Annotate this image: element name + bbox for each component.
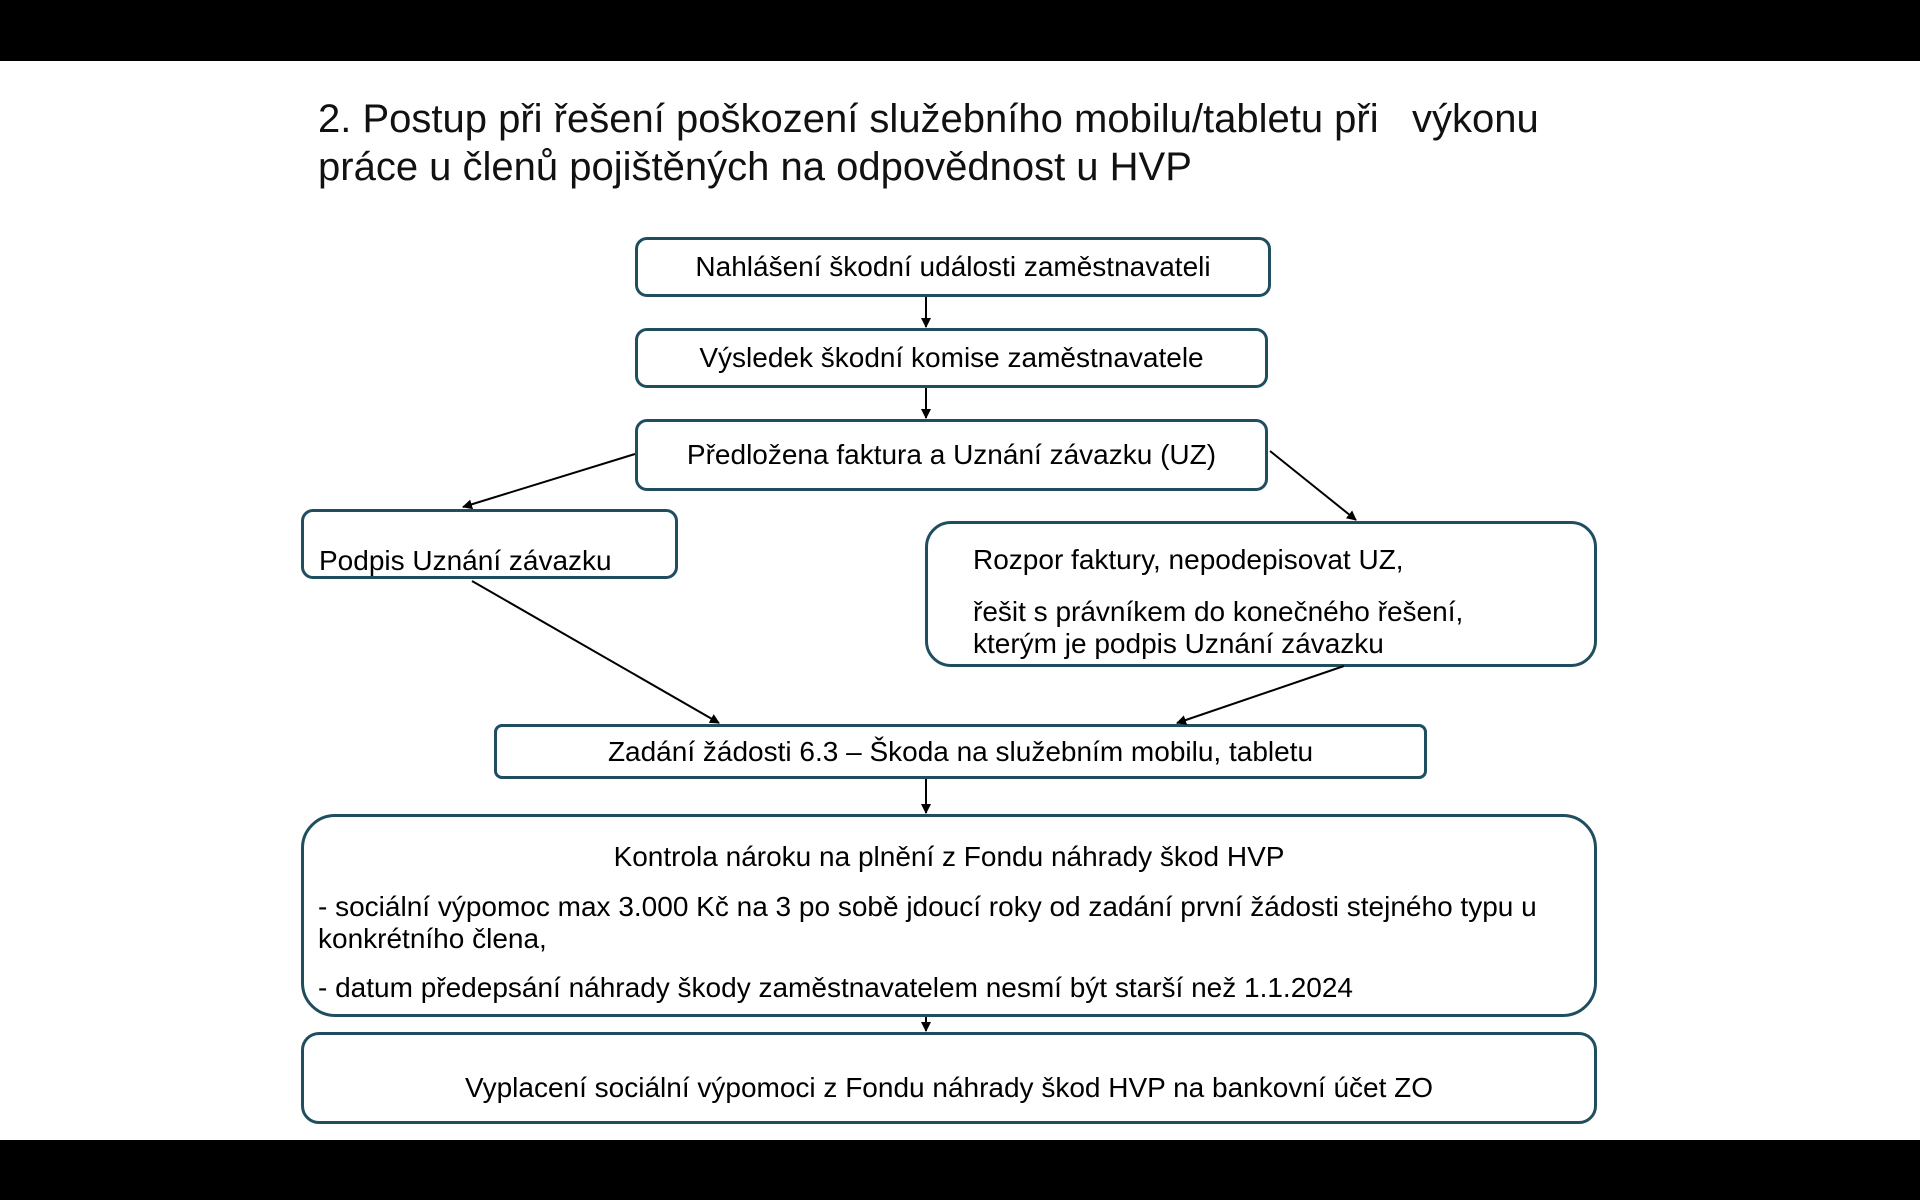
step-invoice-box <box>635 419 1268 491</box>
step-dispute-line2: řešit s právníkem do konečného řešení, kterým je podpis Uznání závazku <box>973 596 1464 659</box>
step-check-item1: - sociální výpomoc max 3.000 Kč na 3 po sobě jdoucí roky od zadání první žádosti stejného typu u konkrétního člena, <box>318 891 1537 954</box>
step-check-title: Kontrola nároku na plnění z Fondu náhrady škod HVP <box>613 841 1285 872</box>
step-sign-text: Podpis Uznání závazku <box>319 545 612 576</box>
step-payout-box <box>301 1032 1597 1124</box>
step-commission-box <box>635 328 1268 388</box>
step-dispute-box <box>925 521 1597 667</box>
arrow-invoice-to-dispute <box>1270 451 1356 520</box>
step-report-box <box>635 237 1271 297</box>
step-commission-text: Výsledek škodní komise zaměstnavatele <box>699 342 1204 373</box>
step-report-text: Nahlášení škodní události zaměstnavateli <box>695 251 1211 282</box>
arrow-sign-to-request <box>472 581 719 723</box>
slide-title: 2. Postup při řešení poškození služebního mobilu/tabletu při výkonu práce u členů pojištěných na odpovědnost u HVP <box>318 97 1550 189</box>
step-check-item2: - datum předepsání náhrady škody zaměstnavatelem nesmí být starší než 1.1.2024 <box>318 972 1354 1003</box>
step-dispute-line1: Rozpor faktury, nepodepisovat UZ, <box>973 544 1404 575</box>
arrow-dispute-to-request <box>1177 666 1344 723</box>
slide <box>0 61 1920 1140</box>
step-payout-text: Vyplacení sociální výpomoci z Fondu náhrady škod HVP na bankovní účet ZO <box>464 1072 1434 1103</box>
step-invoice-text: Předložena faktura a Uznání závazku (UZ) <box>686 439 1217 470</box>
step-request-box <box>494 724 1427 779</box>
step-sign-box <box>301 509 678 579</box>
step-request-text: Zadání žádosti 6.3 – Škoda na služebním mobilu, tabletu <box>607 735 1314 767</box>
arrow-invoice-to-sign <box>463 454 635 507</box>
step-check-box <box>301 814 1597 1017</box>
